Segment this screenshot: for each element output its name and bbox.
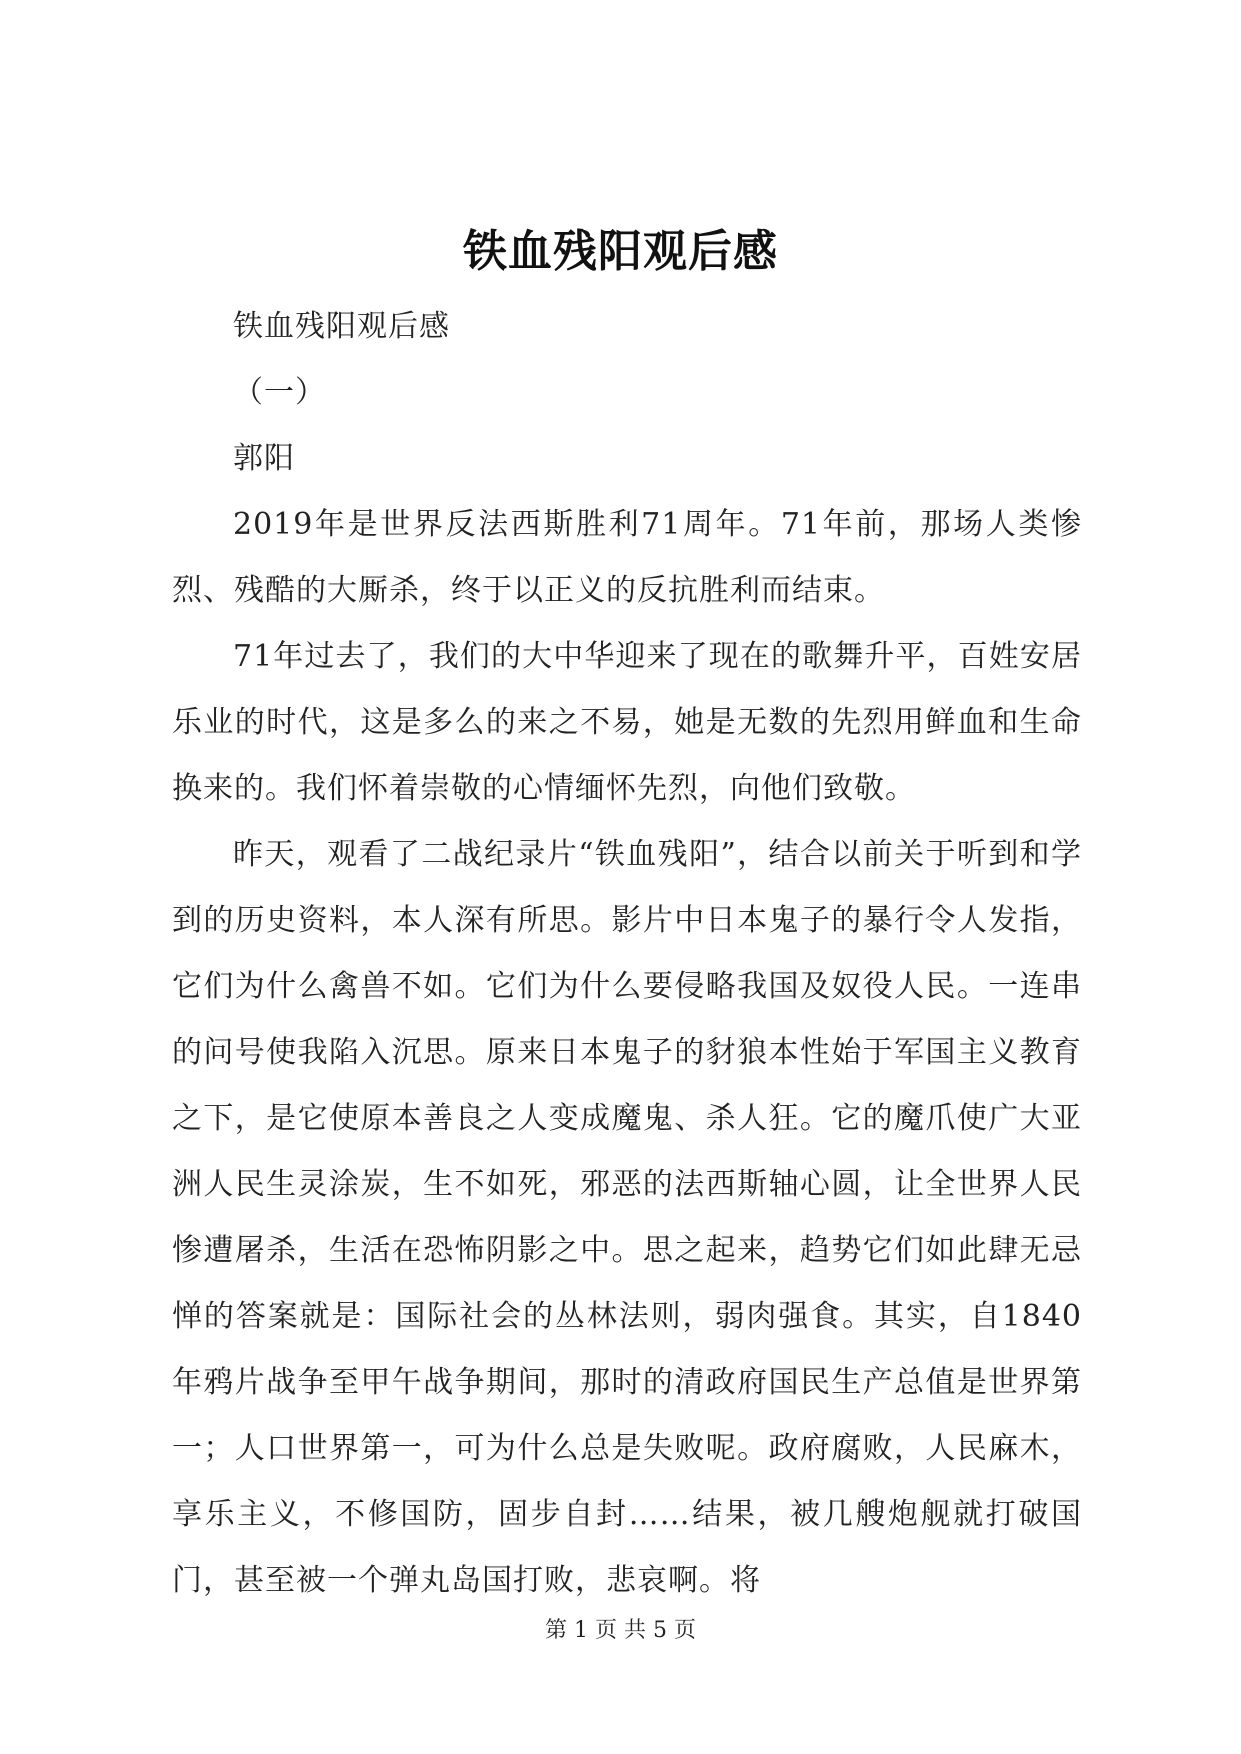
paragraph-body-1: 2019年是世界反法西斯胜利71周年。71年前，那场人类惨烈、残酷的大厮杀，终于以正义的反抗胜利而结束。 (172, 507, 1082, 608)
paragraph-body-3: 昨天，观看了二战纪录片“铁血残阳”，结合以前关于听到和学到的历史资料，本人深有所思。影片中日本鬼子的暴行令人发指，它们为什么禽兽不如。它们为什么要侵略我国及奴役人民。一连串的问号使我陷入沉思。原来日本鬼子的豺狼本性始于军国主义教育之下，是它使原本善良之人变成魔鬼、杀人狂。它的魔爪使广大亚洲人民生灵涂炭，生不如死，邪恶的法西斯轴心圆，让全世界人民惨遭屠杀，生活在恐怖阴影之中。思之起来，趋势它们如此肆无忌惮的答案就是：国际社会的丛林法则，弱肉强食。其实，自1840年鸦片战争至甲午战争期间，那时的清政府国民生产总值是世界第一；人口世界第一，可为什么总是失败呢。政府腐败，人民麻木，享乐主义，不修国防，固步自封……结果，被几艘炮舰就打破国门，甚至被一个弹丸岛国打败，悲哀啊。将 (172, 837, 1082, 1598)
paragraph-author: 郭阳 (233, 441, 295, 476)
document-body (172, 294, 1082, 1614)
paragraph-section-number: （一） (233, 375, 326, 410)
document-title: 铁血残阳观后感 (463, 226, 778, 277)
paragraph-subtitle: 铁血残阳观后感 (233, 309, 450, 344)
page-number-footer: 第 1 页 共 5 页 (545, 1618, 696, 1643)
paragraph-body-2: 71年过去了，我们的大中华迎来了现在的歌舞升平，百姓安居乐业的时代，这是多么的来之不易，她是无数的先烈用鲜血和生命换来的。我们怀着崇敬的心情缅怀先烈，向他们致敬。 (172, 639, 1082, 806)
